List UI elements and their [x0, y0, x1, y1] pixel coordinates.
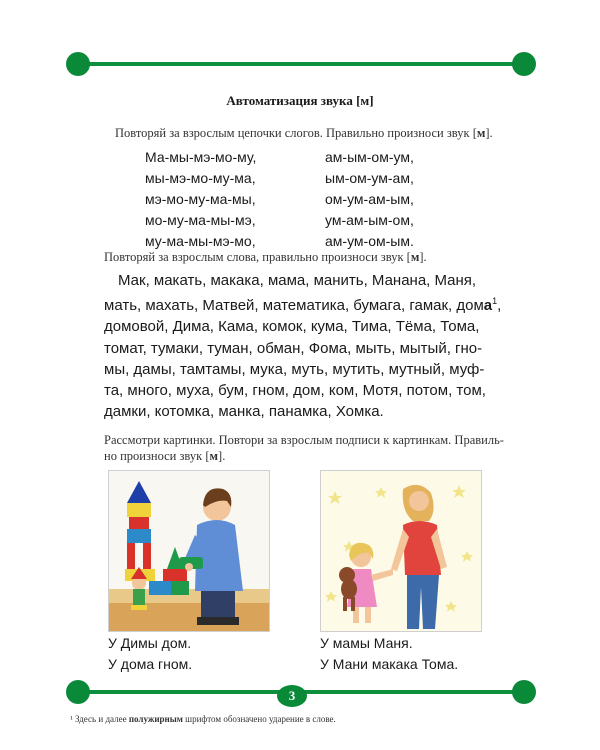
syllable-chains-right — [325, 147, 414, 252]
syllable-chain: мы-мэ-мо-му-ма, — [145, 170, 256, 186]
syllable-chain: ам-ум-ом-ым. — [325, 233, 414, 249]
syllable-chain: му-ма-мы-мэ-мо, — [145, 233, 256, 249]
caption-line: У Димы дом. — [108, 635, 192, 651]
rule-dot-right — [512, 52, 536, 76]
page-title: Автоматизация звука [м] — [226, 93, 374, 108]
syllable-chain: ом-ум-ам-ым, — [325, 191, 414, 207]
syllables-instruction: Повторяй за взрослым цепочки слогов. Правильно произноси звук [м]. — [115, 126, 493, 140]
footnote: ¹ Здесь и далее полужирным шрифтом обозначено ударение в слове. — [70, 714, 336, 724]
syllable-chain: ым-ом-ум-ам, — [325, 170, 414, 186]
word-line: мать, махать, Матвей, математика, бумага, гамак, дома$^1$, — [104, 296, 502, 315]
word-line: домовой, Дима, Кама, комок, кума, Тима, Тёма, Тома, — [104, 318, 480, 336]
syllable-chain: Ма-мы-мэ-мо-му, — [145, 149, 257, 165]
caption-right — [320, 633, 458, 675]
illustration-boy-blocks — [108, 470, 270, 632]
footnote-ref: 1 — [492, 296, 498, 307]
rule-line — [76, 62, 526, 66]
rule-dot-right — [512, 680, 536, 704]
word-line: мы, дамы, тамтамы, мука, муть, мутить, мутный, муф- — [104, 360, 485, 378]
caption-line: У мамы Маня. — [320, 635, 413, 651]
syllable-chain: мэ-мо-му-ма-мы, — [145, 191, 256, 207]
pictures-instruction: Рассмотри картинки. Повтори за взрослым подписи к картинкам. Правиль- но произноси звук [м]. — [104, 433, 504, 463]
top-decorative-rule — [66, 52, 536, 76]
caption-line: У Мани макака Тома. — [320, 656, 459, 672]
syllable-chain: ум-ам-ым-ом, — [325, 212, 414, 228]
page-number: 3 — [277, 685, 307, 707]
words-instruction: Повторяй за взрослым слова, правильно произноси звук [м]. — [104, 250, 427, 264]
mother-girl-image — [321, 471, 481, 631]
illustration-mother-girl — [320, 470, 482, 632]
word-line: томат, тумаки, туман, обман, Фома, мыть, мытый, гно- — [104, 339, 483, 357]
word-list — [104, 270, 534, 422]
rule-dot-left — [66, 52, 90, 76]
word-line: Мак, макать, макака, мама, манить, Манана, Маня, — [118, 272, 477, 289]
syllable-chain: мо-му-ма-мы-мэ, — [145, 212, 256, 228]
stressed-letter: а — [483, 297, 493, 315]
syllable-chains-left — [145, 147, 256, 252]
caption-line: У дома гном. — [108, 656, 193, 672]
word-line: дамки, котомка, манка, панамка, Хомка. — [104, 403, 384, 421]
syllable-chain: ам-ым-ом-ум, — [325, 149, 414, 165]
caption-left — [108, 633, 192, 675]
rule-dot-left — [66, 680, 90, 704]
word-line: та, много, муха, бум, гном, дом, ком, Мотя, потом, том, — [104, 382, 486, 400]
boy-blocks-image — [109, 471, 269, 631]
